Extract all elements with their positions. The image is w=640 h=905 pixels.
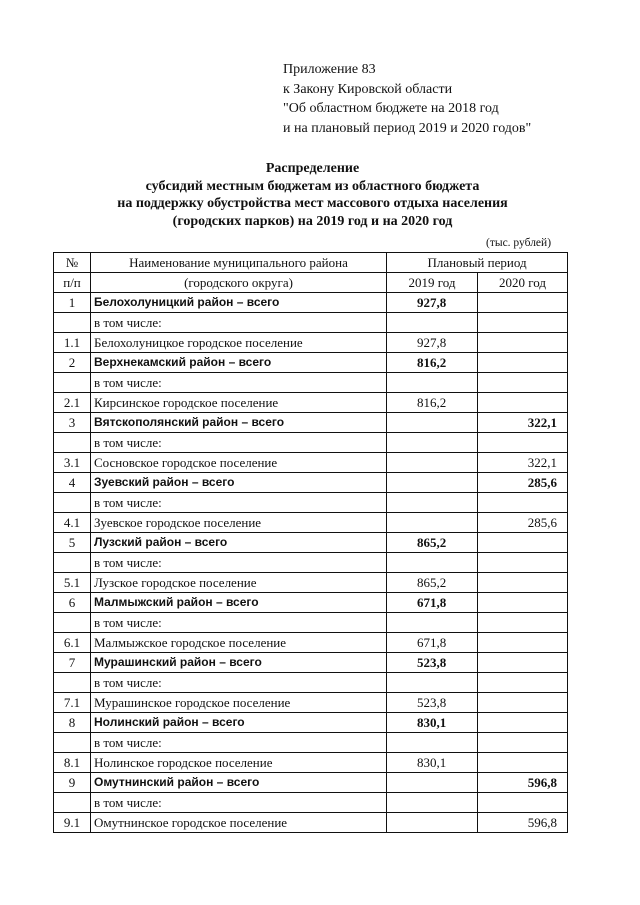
row-number [54,373,91,393]
table-row [54,353,568,373]
row-value-2019 [387,613,478,633]
row-value-2019 [387,453,478,473]
row-value-2019: 816,2 [387,353,478,373]
table-body [54,293,568,833]
row-value-2020 [478,493,568,513]
table-row [54,433,568,453]
document-title [60,160,565,230]
row-name: Верхнекамский район – всего [91,353,387,373]
row-number: 8.1 [54,753,91,773]
row-number: 2 [54,353,91,373]
row-value-2019 [387,813,478,833]
row-number: 4.1 [54,513,91,533]
appendix-line: к Закону Кировской области [283,81,453,97]
row-value-2020 [478,613,568,633]
title-line: (городских парков) на 2019 год и на 2020 год [172,213,453,229]
row-value-2019: 927,8 [387,293,478,313]
row-number: 6.1 [54,633,91,653]
row-value-2019: 865,2 [387,533,478,553]
row-value-2019 [387,553,478,573]
row-value-2020 [478,293,568,313]
row-name: Нолинский район – всего [91,713,387,733]
row-name: в том числе: [91,553,387,573]
row-value-2020 [478,673,568,693]
row-value-2019: 816,2 [387,393,478,413]
table-row [54,593,568,613]
row-value-2019 [387,413,478,433]
row-value-2019: 830,1 [387,713,478,733]
row-number: 3 [54,413,91,433]
row-value-2019 [387,473,478,493]
table-row [54,313,568,333]
title-line: на поддержку обустройства мест массового отдыха населения [117,196,508,211]
row-number: 7.1 [54,693,91,713]
row-value-2020 [478,533,568,553]
table-row [54,793,568,813]
row-name: Белохолуницкое городское поселение [91,333,387,353]
row-name: Зуевский район – всего [91,473,387,493]
row-value-2020 [478,433,568,453]
row-number: 9 [54,773,91,793]
row-name: в том числе: [91,793,387,813]
title-line: субсидий местным бюджетам из областного бюджета [145,178,480,194]
row-value-2020 [478,713,568,733]
row-name: в том числе: [91,613,387,633]
row-name: в том числе: [91,733,387,753]
row-number [54,433,91,453]
row-name: Зуевское городское поселение [91,513,387,533]
table-row [54,493,568,513]
table-row [54,333,568,353]
row-name: Нолинское городское поселение [91,753,387,773]
table-row [54,753,568,773]
row-value-2020 [478,553,568,573]
table-row [54,713,568,733]
row-name: в том числе: [91,373,387,393]
row-value-2020 [478,353,568,373]
row-value-2020 [478,793,568,813]
row-value-2019 [387,313,478,333]
row-number [54,313,91,333]
row-number: 5 [54,533,91,553]
row-value-2019 [387,733,478,753]
title-line: Распределение [265,161,360,176]
row-value-2019 [387,373,478,393]
row-value-2020 [478,693,568,713]
header-period: Плановый период [387,253,568,273]
row-name: в том числе: [91,433,387,453]
table-row [54,673,568,693]
table-row [54,293,568,313]
table-row [54,393,568,413]
row-name: Лузский район – всего [91,533,387,553]
appendix-line: Приложение 83 [283,62,376,77]
row-value-2020 [478,653,568,673]
row-value-2020: 322,1 [478,413,568,433]
row-value-2020 [478,393,568,413]
table-row [54,453,568,473]
row-value-2019: 523,8 [387,653,478,673]
header-num-sub: п/п [54,273,91,293]
header-2019: 2019 год [387,273,478,293]
row-name: Малмыжское городское поселение [91,633,387,653]
row-value-2019: 523,8 [387,693,478,713]
row-number: 8 [54,713,91,733]
row-value-2020 [478,313,568,333]
table-header-row [54,273,568,293]
table-row [54,373,568,393]
row-value-2020: 285,6 [478,473,568,493]
table-row [54,473,568,493]
table-row [54,413,568,433]
table-row [54,653,568,673]
row-name: в том числе: [91,313,387,333]
header-2020: 2020 год [478,273,568,293]
row-number: 6 [54,593,91,613]
table-row [54,693,568,713]
row-value-2019 [387,673,478,693]
row-name: Малмыжский район – всего [91,593,387,613]
row-value-2019 [387,513,478,533]
header-name: Наименование муниципального района [91,253,387,273]
row-value-2019 [387,433,478,453]
row-number: 1 [54,293,91,313]
units-note: (тыс. рублей) [486,237,552,249]
row-name: Мурашинское городское поселение [91,693,387,713]
row-number: 7 [54,653,91,673]
table-row [54,733,568,753]
row-value-2019: 927,8 [387,333,478,353]
appendix-line: "Об областном бюджете на 2018 год [283,101,499,116]
table-row [54,513,568,533]
row-number: 3.1 [54,453,91,473]
row-number [54,493,91,513]
row-name: Кирсинское городское поселение [91,393,387,413]
header-num: № [54,253,91,273]
row-value-2020 [478,633,568,653]
row-number [54,673,91,693]
row-name: Омутнинское городское поселение [91,813,387,833]
row-value-2019: 671,8 [387,593,478,613]
table-row [54,533,568,553]
row-value-2020 [478,373,568,393]
row-number [54,553,91,573]
row-number: 2.1 [54,393,91,413]
row-value-2020 [478,733,568,753]
row-value-2020: 285,6 [478,513,568,533]
appendix-block [283,60,531,138]
table-row [54,773,568,793]
table-row [54,633,568,653]
row-value-2020 [478,333,568,353]
row-value-2019: 671,8 [387,633,478,653]
row-value-2019 [387,793,478,813]
table-header-row [54,253,568,273]
row-number [54,793,91,813]
row-number: 9.1 [54,813,91,833]
row-name: Белохолуницкий район – всего [91,293,387,313]
subsidy-table [53,252,568,833]
table-row [54,813,568,833]
row-name: в том числе: [91,673,387,693]
row-value-2020 [478,593,568,613]
row-value-2020: 322,1 [478,453,568,473]
row-value-2019: 830,1 [387,753,478,773]
row-value-2019: 865,2 [387,573,478,593]
row-number: 4 [54,473,91,493]
row-value-2020 [478,753,568,773]
row-value-2019 [387,773,478,793]
row-number: 5.1 [54,573,91,593]
row-name: в том числе: [91,493,387,513]
row-name: Сосновское городское поселение [91,453,387,473]
appendix-line: и на плановый период 2019 и 2020 годов" [283,120,532,136]
header-name-sub: (городского округа) [91,273,387,293]
table-row [54,553,568,573]
row-name: Мурашинский район – всего [91,653,387,673]
row-value-2020 [478,573,568,593]
row-name: Лузское городское поселение [91,573,387,593]
row-number: 1.1 [54,333,91,353]
table-row [54,613,568,633]
row-name: Вятскополянский район – всего [91,413,387,433]
row-value-2019 [387,493,478,513]
row-value-2020: 596,8 [478,773,568,793]
row-number [54,613,91,633]
table-row [54,573,568,593]
row-number [54,733,91,753]
row-name: Омутнинский район – всего [91,773,387,793]
row-value-2020: 596,8 [478,813,568,833]
